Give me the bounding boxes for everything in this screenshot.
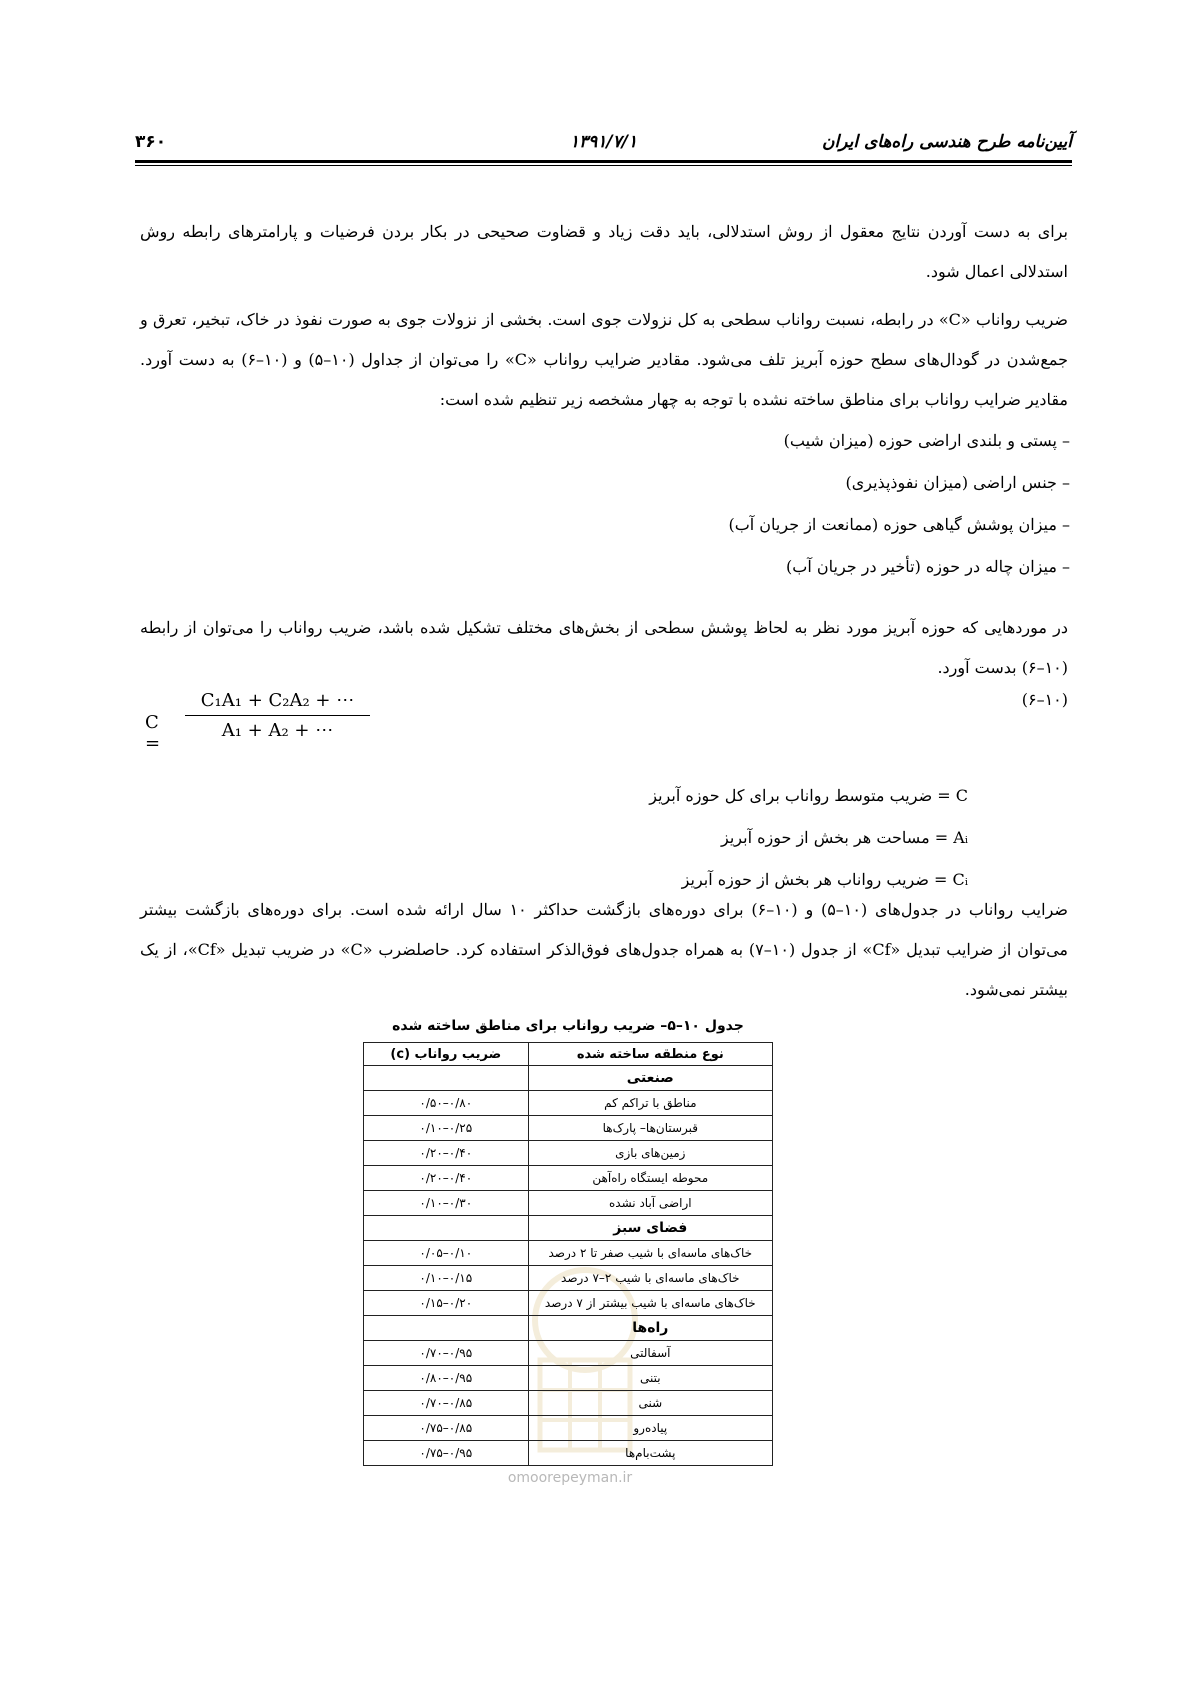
table-row <box>364 1266 773 1291</box>
watermark-url: omoorepeyman.ir <box>507 1470 633 1486</box>
paragraph-1: برای به دست آوردن نتایج معقول از روش استدلالی، باید دقت زیاد و قضاوت صحیحی در بکار بردن فرضیات و پارامترهای رابطه روش استدلالی اعمال شود. <box>140 222 1069 281</box>
coefficient-cell: ۰/۱۵–۰/۲۰ <box>364 1291 529 1316</box>
equation-number: (۱۰–۶) <box>1021 690 1068 709</box>
table-row <box>364 1416 773 1441</box>
paragraph-3: در موردهایی که حوزه آبریز مورد نظر به لحاظ پوشش سطحی از بخش‌های مختلف تشکیل شده باشد، ضریب رواناب را می‌توان از رابطه (۱۰–۶) بدست آورد. <box>140 618 1069 677</box>
header-date: ۱۳۹۱/۷/۱ <box>569 132 638 152</box>
group-label: صنعتی <box>528 1066 772 1091</box>
table-row <box>364 1366 773 1391</box>
area-type-cell: قبرستان‌ها– پارک‌ها <box>528 1116 772 1141</box>
area-type-cell: مناطق با تراکم کم <box>528 1091 772 1116</box>
definitions <box>649 775 968 901</box>
group-row <box>364 1066 773 1091</box>
coefficient-cell: ۰/۱۰–۰/۱۵ <box>364 1266 529 1291</box>
area-type-cell: پشت‌بام‌ها <box>528 1441 772 1466</box>
running-header <box>135 128 1072 164</box>
table-row <box>364 1391 773 1416</box>
list-item: – پستی و بلندی اراضی حوزه (میزان شیب) <box>783 431 1070 450</box>
area-type-cell: محوطه ایستگاه راه‌آهن <box>528 1166 772 1191</box>
formula-lhs: C = <box>145 712 161 754</box>
empty-cell <box>364 1316 529 1341</box>
coefficient-cell: ۰/۷۵–۰/۸۵ <box>364 1416 529 1441</box>
area-type-cell: بتنی <box>528 1366 772 1391</box>
coefficient-cell: ۰/۱۰–۰/۳۰ <box>364 1191 529 1216</box>
paragraph-4: ضرایب رواناب در جدول‌های (۱۰–۵) و (۱۰–۶) برای دوره‌های بازگشت حداکثر ۱۰ سال ارائه شده است. برای دوره‌های بازگشت بیشتر می‌توان از ضرایب تبدیل «Cf» از جدول (۱۰–۷) به همراه جدول‌های فوق‌الذکر استفاده کرد. حاصلضرب «C» در ضریب تبدیل «Cf»، از یک بیشتر نمی‌شود. <box>140 900 1068 999</box>
table-row <box>364 1341 773 1366</box>
area-type-cell: خاک‌های ماسه‌ای با شیب بیشتر از ۷ درصد <box>528 1291 772 1316</box>
list-item: – میزان پوشش گیاهی حوزه (ممانعت از جریان آب) <box>728 515 1070 534</box>
coefficient-cell: ۰/۲۰–۰/۴۰ <box>364 1166 529 1191</box>
table-caption: جدول ۱۰–۵– ضریب رواناب برای مناطق ساخته شده <box>392 1018 744 1034</box>
table-row <box>364 1116 773 1141</box>
area-type-cell: زمین‌های بازی <box>528 1141 772 1166</box>
table-row <box>364 1441 773 1466</box>
definition-item: Aᵢ = مساحت هر بخش از حوزه آبریز <box>721 828 968 847</box>
runoff-coefficient-table <box>363 1042 773 1466</box>
header-area-type: نوع منطقه ساخته شده <box>528 1043 772 1066</box>
table-row <box>364 1291 773 1316</box>
coefficient-cell: ۰/۸۰–۰/۹۵ <box>364 1366 529 1391</box>
definition-item: Cᵢ = ضریب رواناب هر بخش از حوزه آبریز <box>681 870 968 889</box>
area-type-cell: خاک‌های ماسه‌ای با شیب صفر تا ۲ درصد <box>528 1241 772 1266</box>
coefficient-cell: ۰/۷۵–۰/۹۵ <box>364 1441 529 1466</box>
table-row <box>364 1191 773 1216</box>
definition-item: C = ضریب متوسط رواناب برای کل حوزه آبریز <box>649 786 968 805</box>
formula-denominator: A₁ + A₂ + ⋯ <box>221 720 334 741</box>
page-number: ۳۶۰ <box>135 132 167 152</box>
coefficient-cell: ۰/۲۰–۰/۴۰ <box>364 1141 529 1166</box>
table-row <box>364 1166 773 1191</box>
header-rule <box>135 160 1072 166</box>
table-row <box>364 1241 773 1266</box>
area-type-cell: آسفالتی <box>528 1341 772 1366</box>
table-row <box>364 1141 773 1166</box>
list-item: – میزان چاله در حوزه (تأخیر در جریان آب) <box>786 557 1070 576</box>
group-row <box>364 1316 773 1341</box>
coefficient-cell: ۰/۷۰–۰/۸۵ <box>364 1391 529 1416</box>
formula-fraction <box>185 690 370 741</box>
group-label: راه‌ها <box>528 1316 772 1341</box>
characteristics-list <box>728 420 1070 588</box>
coefficient-cell: ۰/۷۰–۰/۹۵ <box>364 1341 529 1366</box>
list-item: – جنس اراضی (میزان نفوذپذیری) <box>845 473 1070 492</box>
formula-numerator: C₁A₁ + C₂A₂ + ⋯ <box>200 690 355 711</box>
area-type-cell: پیاده‌رو <box>528 1416 772 1441</box>
area-type-cell: شنی <box>528 1391 772 1416</box>
coefficient-cell: ۰/۰۵–۰/۱۰ <box>364 1241 529 1266</box>
area-type-cell: خاک‌های ماسه‌ای با شیب ۲–۷ درصد <box>528 1266 772 1291</box>
empty-cell <box>364 1216 529 1241</box>
table-row <box>364 1091 773 1116</box>
book-title: آیین‌نامه طرح هندسی راه‌های ایران <box>822 132 1072 152</box>
coefficient-cell: ۰/۱۰–۰/۲۵ <box>364 1116 529 1141</box>
table-header-row <box>364 1043 773 1066</box>
group-label: فضای سبز <box>528 1216 772 1241</box>
coefficient-cell: ۰/۵۰–۰/۸۰ <box>364 1091 529 1116</box>
area-type-cell: اراضی آباد نشده <box>528 1191 772 1216</box>
paragraph-2: ضریب رواناب «C» در رابطه، نسبت رواناب سطحی به کل نزولات جوی است. بخشی از نزولات جوی به صورت نفوذ در خاک، تبخیر، تعرق و جمع‌شدن در گودال‌های سطح حوزه آبریز تلف می‌شود. مقادیر ضرایب رواناب «C» را می‌توان از جداول (۱۰–۵) و (۱۰–۶) به دست آورد. مقادیر ضرایب رواناب برای مناطق ساخته نشده با توجه به چهار مشخصه زیر تنظیم شده است: <box>140 310 1069 409</box>
group-row <box>364 1216 773 1241</box>
header-coefficient: ضریب رواناب (c) <box>364 1043 529 1066</box>
empty-cell <box>364 1066 529 1091</box>
